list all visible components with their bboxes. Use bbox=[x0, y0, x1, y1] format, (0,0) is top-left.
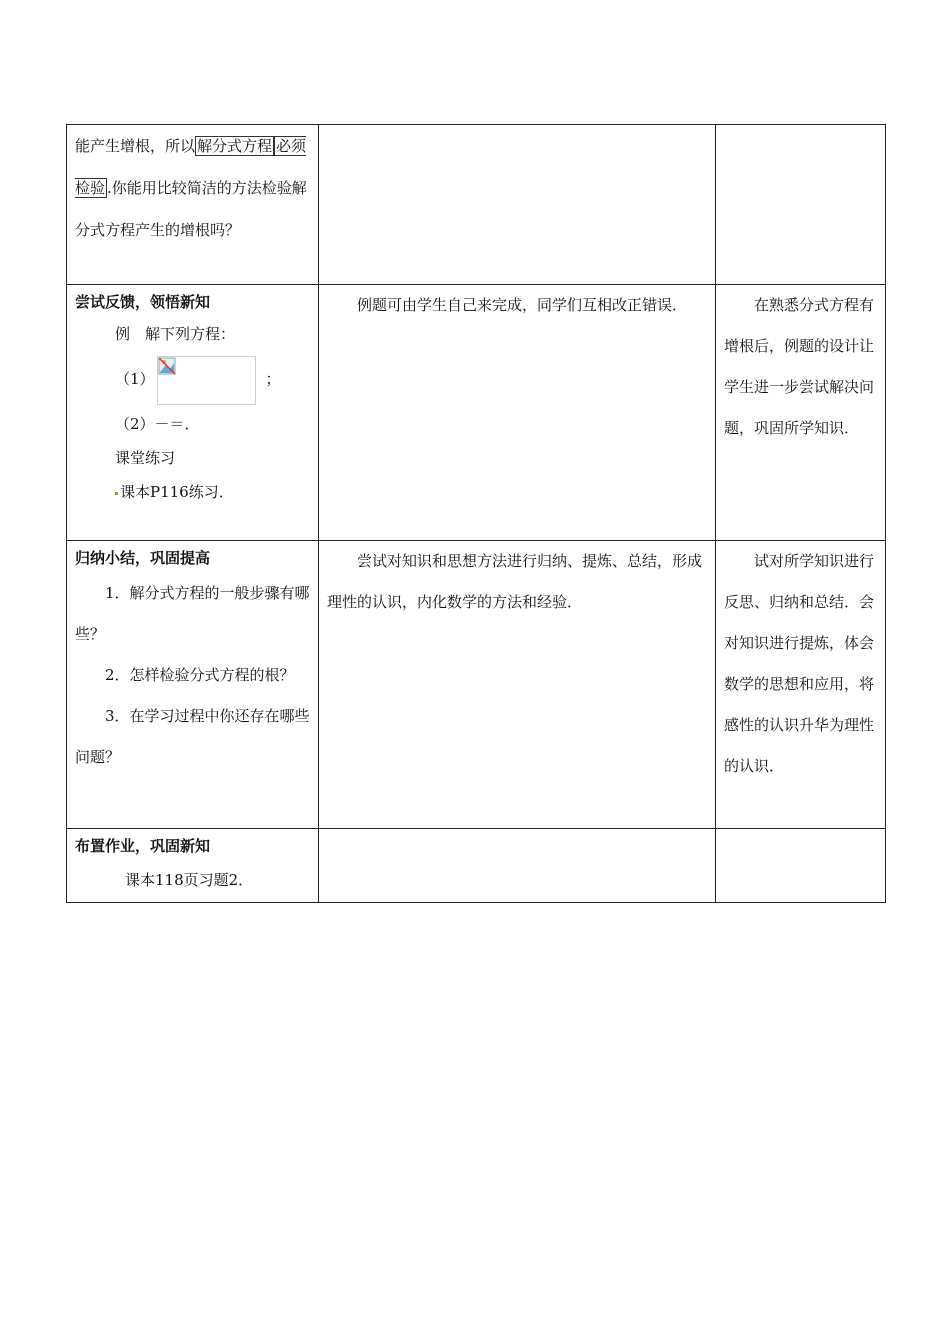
practice-text bbox=[75, 475, 310, 509]
equation-1 bbox=[75, 351, 310, 407]
lesson-plan-table bbox=[66, 124, 886, 903]
row4-left-cell bbox=[67, 829, 319, 903]
equation-1-label: （1） bbox=[115, 370, 155, 388]
row1-text-before: 能产生增根，所以 bbox=[75, 137, 196, 155]
row3-left-cell bbox=[67, 541, 319, 829]
homework-text: 课本118页习题2． bbox=[125, 871, 254, 889]
row3-middle-cell: 尝试对知识和思想方法进行归纳、提炼、总结，形成理性的认识，内化数学的方法和经验． bbox=[319, 541, 716, 829]
table-row bbox=[67, 541, 886, 829]
row3-right-cell: 试对所学知识进行反思、归纳和总结．会对知识进行提炼，体会数学的思想和应用，将感性的认识升华为理性的认识． bbox=[716, 541, 886, 829]
practice-label: 课本P116练习． bbox=[120, 483, 234, 501]
row1-right-cell bbox=[716, 125, 886, 285]
question-2: 2．怎样检验分式方程的根？ bbox=[105, 666, 295, 684]
equation-image bbox=[157, 356, 256, 405]
row4-right-cell bbox=[716, 829, 886, 903]
row1-left-cell bbox=[67, 125, 319, 285]
row1-middle-cell bbox=[319, 125, 716, 285]
row2-middle-cell: 例题可由学生自己来完成，同学们互相改正错误． bbox=[319, 285, 716, 541]
row4-middle-cell bbox=[319, 829, 716, 903]
table-row bbox=[67, 125, 886, 285]
section-heading: 归纳小结，巩固提高 bbox=[75, 549, 211, 567]
table-row bbox=[67, 829, 886, 903]
boxed-text-a: 解分式方程 bbox=[197, 137, 273, 155]
equation-2: （2）－＝． bbox=[115, 415, 200, 433]
row2-right-cell: 在熟悉分式方程有增根后，例题的设计让学生进一步尝试解决问题，巩固所学知识． bbox=[716, 285, 886, 541]
marker-icon bbox=[115, 492, 118, 495]
row2-left-cell bbox=[67, 285, 319, 541]
row1-text-after: .你能用比较简洁的方法检验解分式方程产生的增根吗？ bbox=[75, 179, 307, 239]
broken-image-icon bbox=[158, 357, 176, 375]
question-3: 3．在学习过程中你还存在哪些问题？ bbox=[75, 707, 310, 766]
boxed-text-b: 必须检验 bbox=[75, 137, 307, 197]
question-1: 1．解分式方程的一般步骤有哪些？ bbox=[75, 584, 310, 643]
example-intro: 例 解下列方程： bbox=[115, 325, 236, 343]
equation-1-suffix: ； bbox=[265, 370, 281, 388]
section-heading: 尝试反馈，领悟新知 bbox=[75, 293, 211, 311]
section-heading: 布置作业，巩固新知 bbox=[75, 837, 211, 855]
practice-title: 课堂练习 bbox=[115, 449, 176, 467]
table-row bbox=[67, 285, 886, 541]
